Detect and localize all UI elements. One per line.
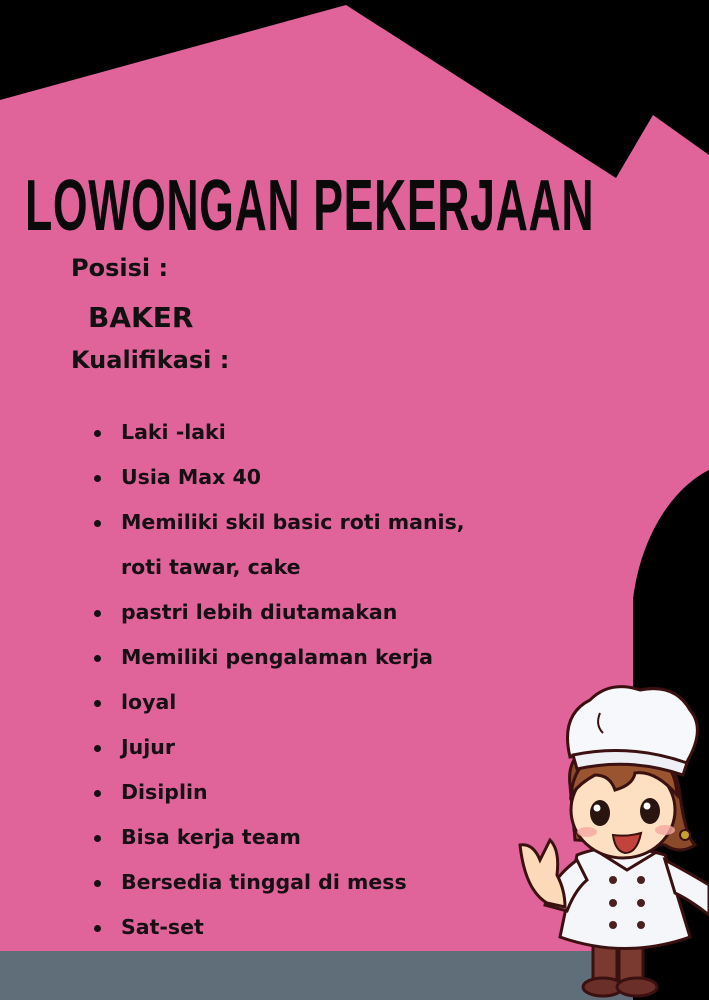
bullet-icon [94,880,101,887]
bullet-icon [94,610,101,617]
list-item: Sat-set [92,905,465,950]
bullet-icon [94,430,101,437]
bullet-icon [94,925,101,932]
qualifications-label: Kualifikasi : [71,346,230,374]
bullet-icon [94,475,101,482]
list-item: Bersedia tinggal di mess [92,860,465,905]
bullet-icon [94,700,101,707]
list-item: loyal [92,680,465,725]
list-item: pastri lebih diutamakan [92,590,465,635]
list-item-continuation: roti tawar, cake [121,555,301,579]
page-title: LOWONGAN PEKERJAAN [25,166,595,246]
bullet-icon [94,745,101,752]
qualifications-list [92,410,465,950]
list-item: Disiplin [92,770,465,815]
list-item: Jujur [92,725,465,770]
left-hand [520,840,565,907]
left-eye [590,800,610,826]
bullet-icon [94,655,101,662]
list-item: Memiliki skil basic roti manis, [92,500,465,545]
list-item: Usia Max 40 [92,455,465,500]
earring [680,830,690,840]
chef-girl-illustration [515,675,709,1000]
list-item: Bisa kerja team [92,815,465,860]
bullet-icon [94,520,101,527]
list-item: Laki -laki [92,410,465,455]
list-item: Memiliki pengalaman kerja [92,635,465,680]
position-label: Posisi : [71,254,169,282]
position-value: BAKER [88,301,194,334]
right-eye [640,798,660,824]
bullet-icon [94,790,101,797]
bullet-icon [94,835,101,842]
